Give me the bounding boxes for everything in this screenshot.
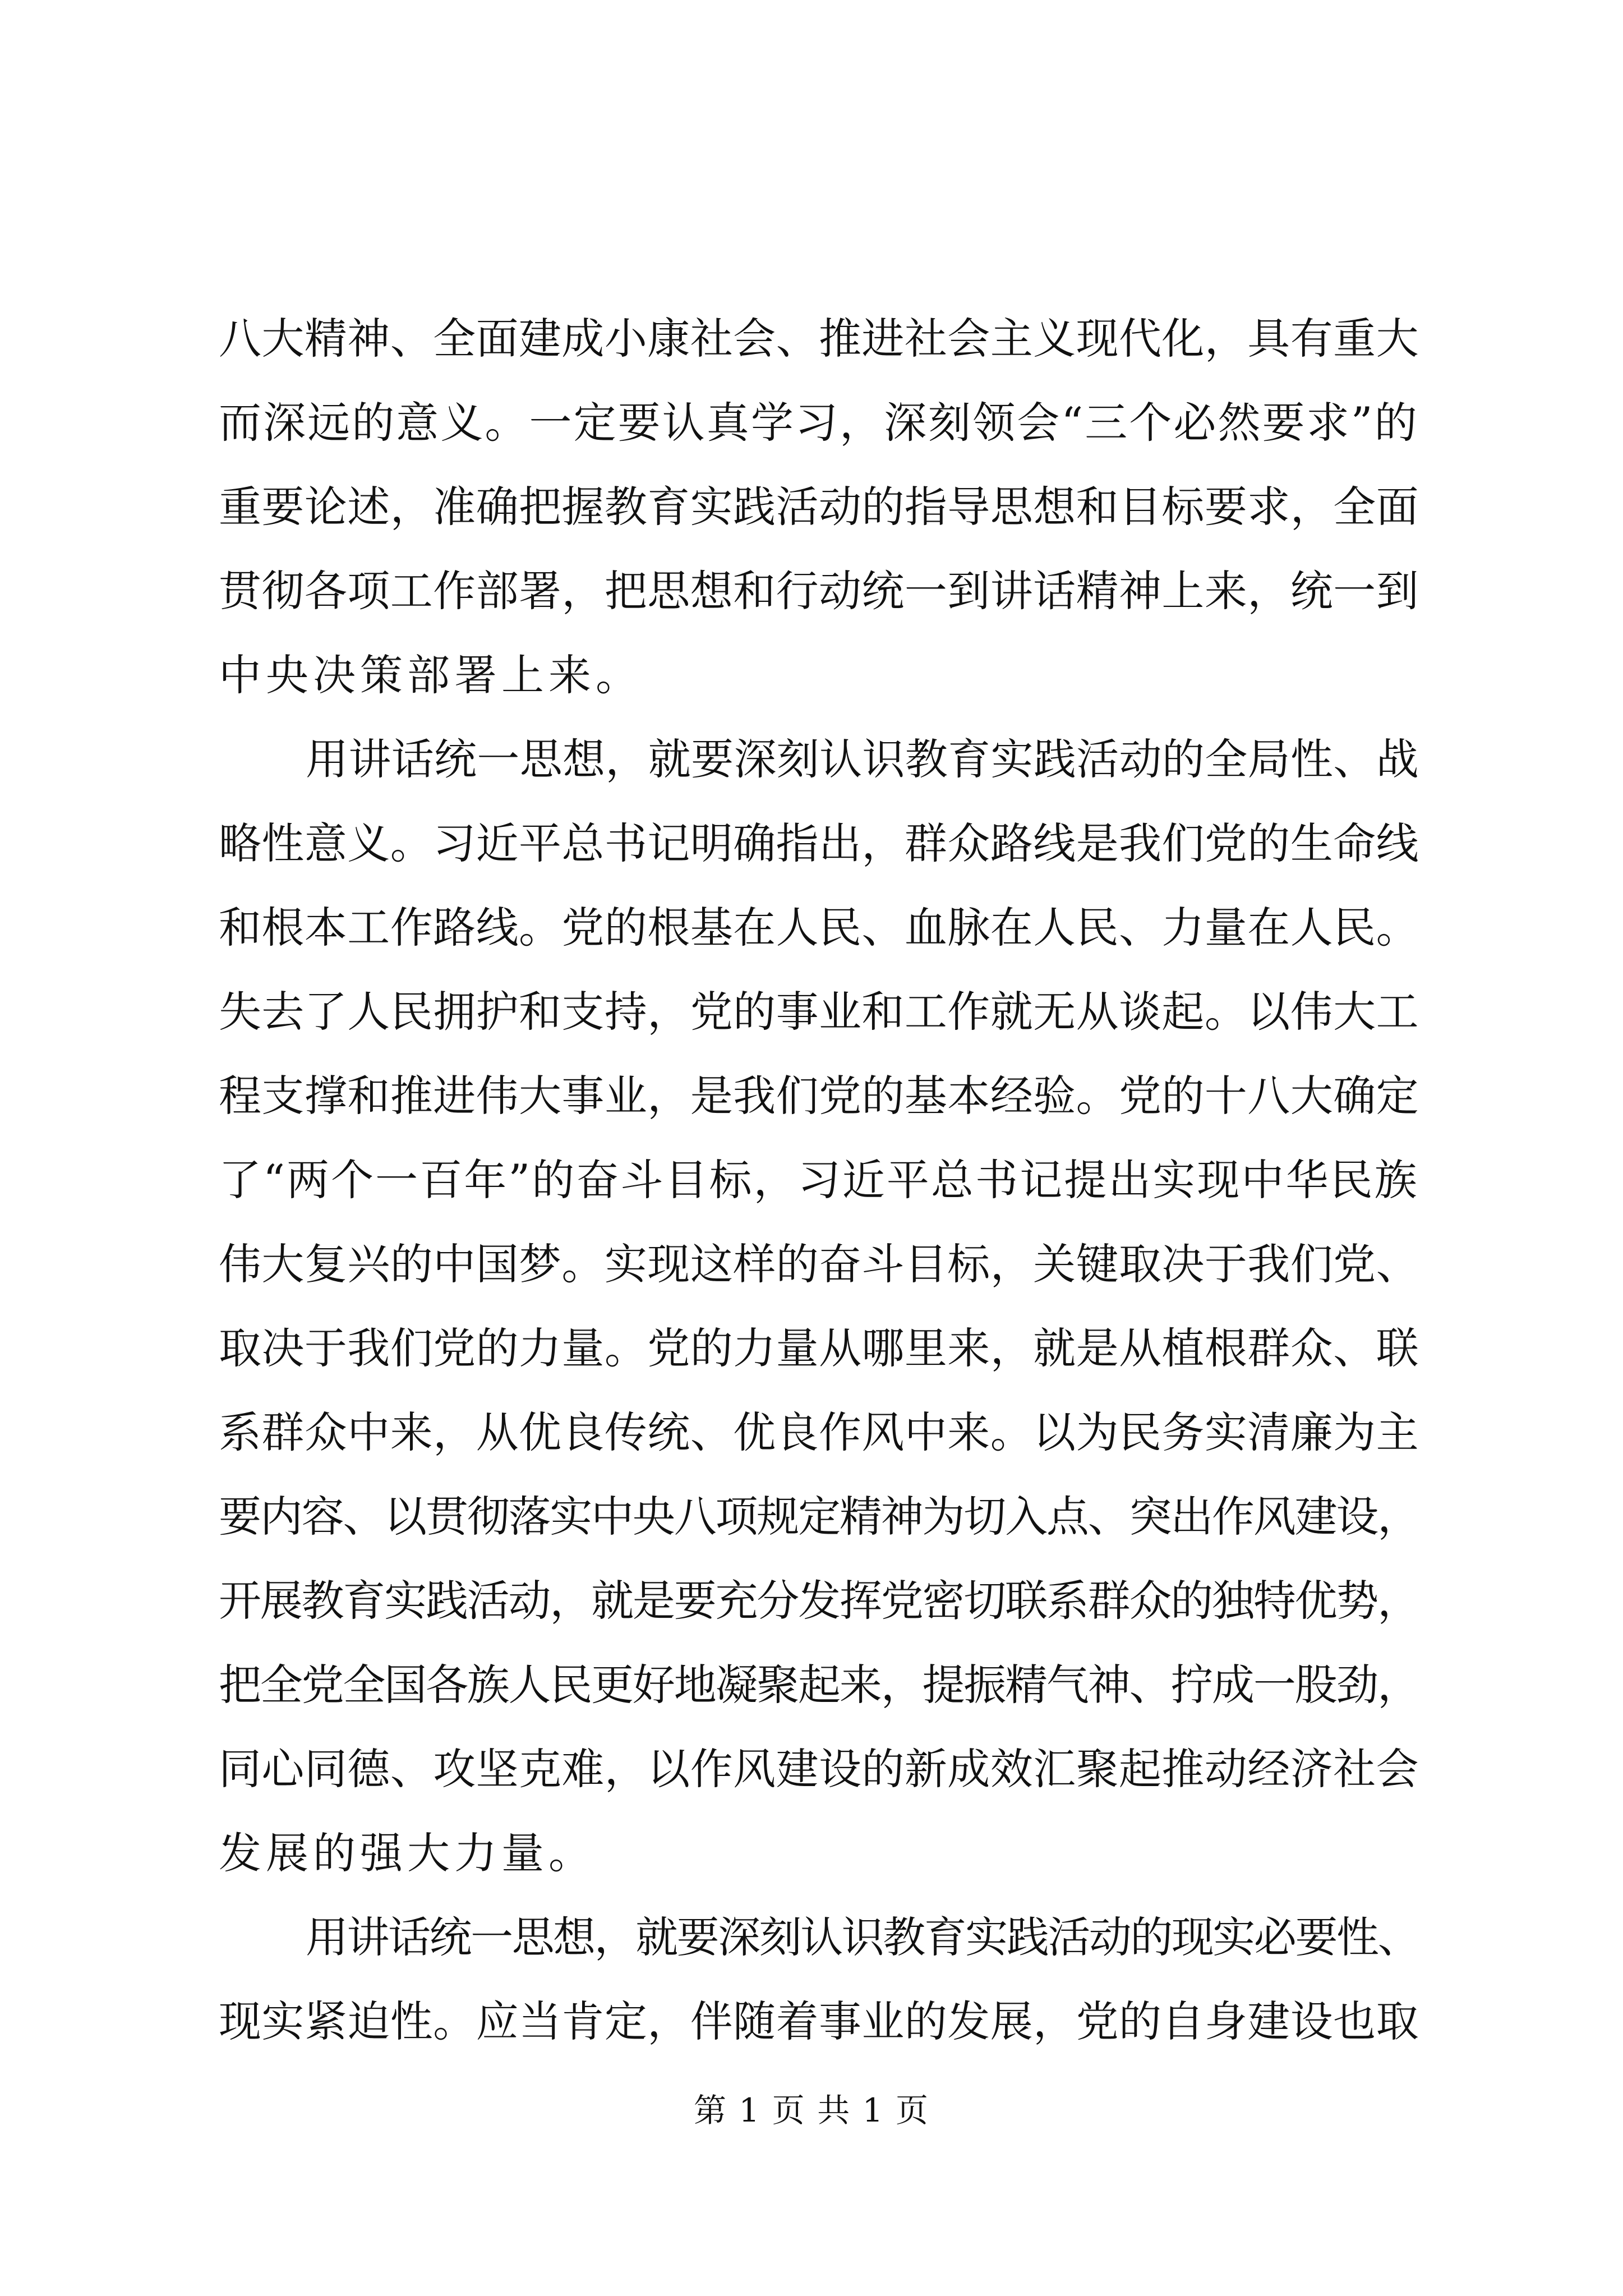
text-line: 了“两个一百年”的奋斗目标，习近平总书记提出实现中华民族 — [219, 1155, 1419, 1205]
text-line: 中央决策部署上来。 — [219, 650, 643, 700]
text-line: 系群众中来，从优良传统、优良作风中来。以为民务实清廉为主 — [219, 1407, 1419, 1457]
paragraph-first-line: 用讲话统一思想，就要深刻认识教育实践活动的全局性、战 — [306, 734, 1419, 784]
text-line: 把全党全国各族人民更好地凝聚起来，提振精气神、拧成一股劲， — [219, 1660, 1419, 1710]
text-line: 取决于我们党的力量。党的力量从哪里来，就是从植根群众、联 — [219, 1323, 1419, 1373]
text-line: 伟大复兴的中国梦。实现这样的奋斗目标，关键取决于我们党、 — [219, 1239, 1419, 1289]
page-footer: 第 1 页 共 1 页 — [694, 2091, 929, 2129]
text-line: 贯彻各项工作部署，把思想和行动统一到讲话精神上来，统一到 — [219, 566, 1419, 616]
text-line: 程支撑和推进伟大事业，是我们党的基本经验。党的十八大确定 — [219, 1071, 1419, 1121]
text-line: 而深远的意义。一定要认真学习，深刻领会“三个必然要求”的 — [219, 398, 1419, 448]
text-line: 现实紧迫性。应当肯定，伴随着事业的发展，党的自身建设也取 — [219, 1996, 1419, 2046]
text-line: 失去了人民拥护和支持，党的事业和工作就无从谈起。以伟大工 — [219, 987, 1419, 1037]
text-line: 略性意义。习近平总书记明确指出，群众路线是我们党的生命线 — [219, 818, 1419, 868]
text-line: 重要论述，准确把握教育实践活动的指导思想和目标要求，全面 — [219, 482, 1419, 532]
text-line: 开展教育实践活动，就是要充分发挥党密切联系群众的独特优势， — [219, 1576, 1419, 1626]
paragraph-first-line: 用讲话统一思想，就要深刻认识教育实践活动的现实必要性、 — [306, 1912, 1419, 1962]
text-line: 同心同德、攻坚克难，以作风建设的新成效汇聚起推动经济社会 — [219, 1744, 1419, 1794]
text-line: 要内容、以贯彻落实中央八项规定精神为切入点、突出作风建设， — [219, 1492, 1419, 1542]
text-line: 和根本工作路线。党的根基在人民、血脉在人民、力量在人民。 — [219, 903, 1419, 953]
text-line: 八大精神、全面建成小康社会、推进社会主义现代化，具有重大 — [219, 314, 1419, 364]
text-line: 发展的强大力量。 — [219, 1828, 596, 1878]
